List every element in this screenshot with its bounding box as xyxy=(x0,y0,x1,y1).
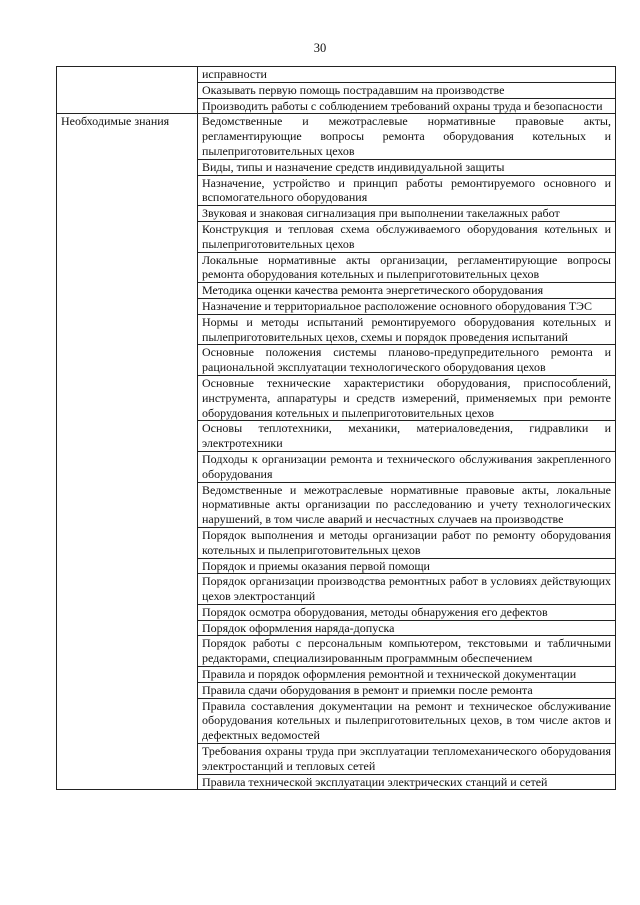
row-text: исправности xyxy=(198,67,616,83)
row-text: Производить работы с соблюдением требований охраны труда и безопасности xyxy=(198,98,616,114)
row-text: Основные технические характеристики оборудования, приспособлений, инструмента, аппаратуры и средств измерений, применяемых при ремонте оборудования котельных и пылеприготовительных цехов xyxy=(198,375,616,420)
row-text: Подходы к организации ремонта и технического обслуживания закрепленного оборудования xyxy=(198,451,616,482)
row-text: Порядок выполнения и методы организации работ по ремонту оборудования котельных и пылеприготовительных цехов xyxy=(198,527,616,558)
row-text: Правила и порядок оформления ремонтной и технической документации xyxy=(198,667,616,683)
row-text: Порядок организации производства ремонтных работ в условиях действующих цехов электростанций xyxy=(198,574,616,605)
row-text: Виды, типы и назначение средств индивидуальной защиты xyxy=(198,159,616,175)
table-row xyxy=(57,67,616,83)
table-row xyxy=(57,114,616,159)
row-text: Методика оценки качества ремонта энергетического оборудования xyxy=(198,283,616,299)
row-text: Звуковая и знаковая сигнализация при выполнении такелажных работ xyxy=(198,206,616,222)
row-text: Правила технической эксплуатации электрических станций и сетей xyxy=(198,774,616,790)
row-text: Назначение и территориальное расположение основного оборудования ТЭС xyxy=(198,298,616,314)
row-text: Назначение, устройство и принцип работы ремонтируемого основного и вспомогательного оборудования xyxy=(198,175,616,206)
row-label-empty xyxy=(57,67,198,114)
row-text: Основы теплотехники, механики, материаловедения, гидравлики и электротехники xyxy=(198,421,616,452)
row-text: Конструкция и тепловая схема обслуживаемого оборудования котельных и пылеприготовительных цехов xyxy=(198,221,616,252)
row-text: Правила сдачи оборудования в ремонт и приемки после ремонта xyxy=(198,682,616,698)
page-number: 30 xyxy=(313,41,327,55)
row-text: Основные положения системы планово-предупредительного ремонта и рациональной эксплуатации технологического оборудования цехов xyxy=(198,345,616,376)
row-text: Порядок работы с персональным компьютером, текстовыми и табличными редакторами, специализированным программным обеспечением xyxy=(198,636,616,667)
row-text: Ведомственные и межотраслевые нормативные правовые акты, локальные нормативные акты организации по расследованию и учету технологических нарушений, в том числе аварий и несчастных случаев на производстве xyxy=(198,482,616,527)
row-text: Локальные нормативные акты организации, регламентирующие вопросы ремонта оборудования котельных и пылеприготовительных цехов xyxy=(198,252,616,283)
row-text: Порядок осмотра оборудования, методы обнаружения его дефектов xyxy=(198,604,616,620)
row-text: Требования охраны труда при эксплуатации тепломеханического оборудования электростанций и тепловых сетей xyxy=(198,744,616,775)
row-text: Нормы и методы испытаний ремонтируемого оборудования котельных и пылеприготовительных цехов, схемы и порядок проведения испытаний xyxy=(198,314,616,345)
row-text: Правила составления документации на ремонт и техническое обслуживание оборудования котельных и пылеприготовительных цехов, в том числе актов и дефектных ведомостей xyxy=(198,698,616,743)
knowledge-table xyxy=(56,66,616,790)
row-text: Ведомственные и межотраслевые нормативные правовые акты, регламентирующие вопросы ремонта оборудования котельных и пылеприготовительных цехов xyxy=(198,114,616,159)
table-body xyxy=(57,67,616,790)
required-knowledge-label: Необходимые знания xyxy=(57,114,198,790)
row-text: Оказывать первую помощь пострадавшим на производстве xyxy=(198,82,616,98)
row-text: Порядок и приемы оказания первой помощи xyxy=(198,558,616,574)
row-text: Порядок оформления наряда-допуска xyxy=(198,620,616,636)
